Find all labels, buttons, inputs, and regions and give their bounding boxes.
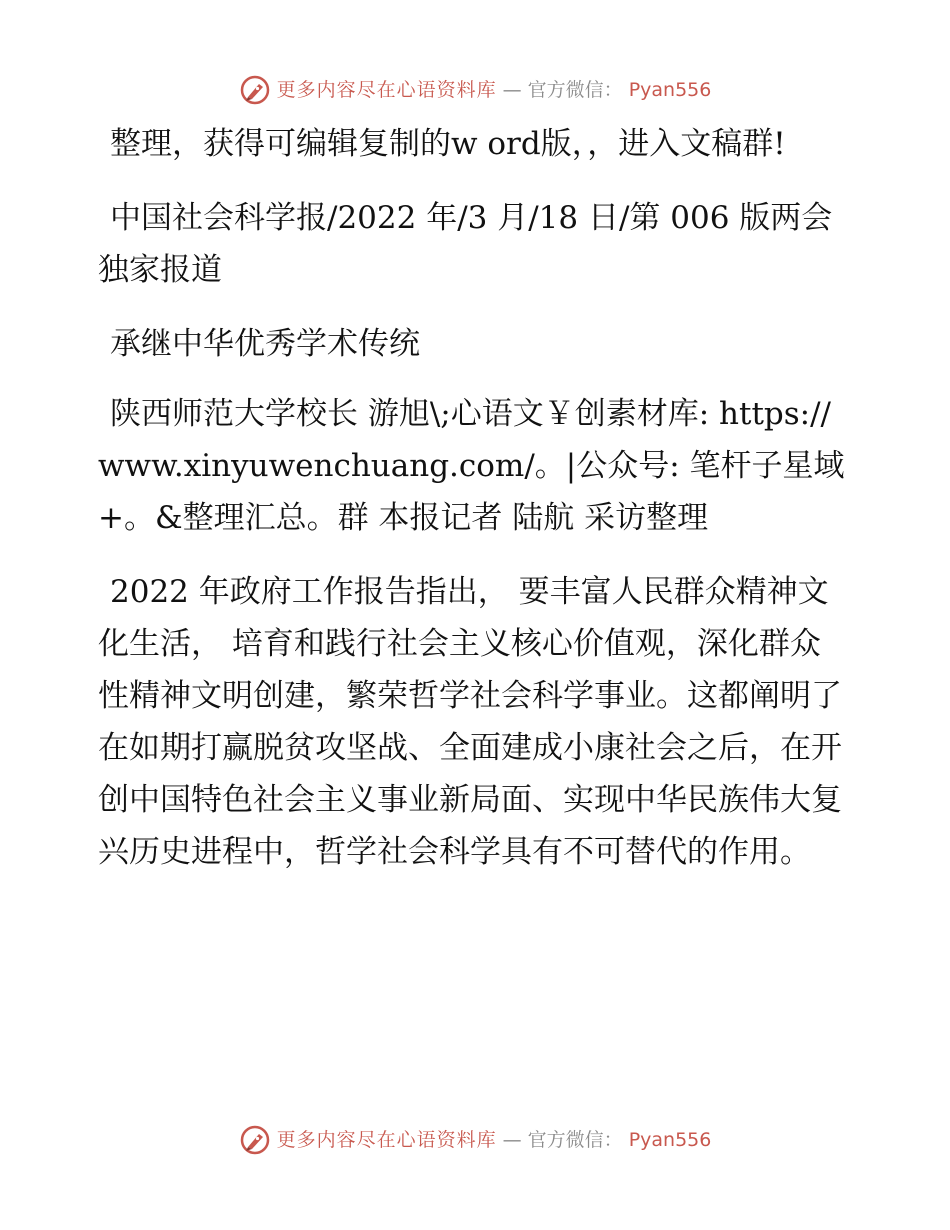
watermark-dash: — xyxy=(502,79,522,101)
watermark-wechat-label: 官方微信： xyxy=(527,79,623,101)
watermark-wechat-id: Pyan556 xyxy=(628,1129,712,1151)
pen-nib-logo-icon xyxy=(239,74,271,106)
header-watermark xyxy=(0,74,950,106)
article-title: 承继中华优秀学术传统 xyxy=(110,326,420,362)
footer-watermark xyxy=(0,1124,950,1156)
watermark-wechat-id: Pyan556 xyxy=(628,79,712,101)
paragraph-intro: 整理，获得可编辑复制的w ord版，，进入文稿群! xyxy=(110,126,786,162)
document-body xyxy=(98,118,848,900)
watermark-wechat-label: 官方微信： xyxy=(527,1129,623,1151)
watermark-main-text: 更多内容尽在心语资料库 xyxy=(276,79,497,101)
paragraph-author: 陕西师范大学校长 游旭\;心语文￥创素材库: https://www.xinyuwenchuang.com/。|公众号: 笔杆子星域+。&整理汇总。群 本报记者 陆航 采访整理 xyxy=(98,396,845,536)
watermark-dash: — xyxy=(502,1129,522,1151)
pen-nib-logo-icon xyxy=(239,1124,271,1156)
paragraph-body: 2022 年政府工作报告指出， 要丰富人民群众精神文化生活， 培育和践行社会主义核心价值观，深化群众性精神文明创建，繁荣哲学社会科学事业。这都阐明了在如期打赢脱贫攻坚战、全面建成小康社会之后，在开创中国特色社会主义事业新局面、实现中华民族伟大复兴历史进程中，哲学社会科学具有不可替代的作用。 xyxy=(98,574,842,870)
watermark-main-text: 更多内容尽在心语资料库 xyxy=(276,1129,497,1151)
paragraph-source: 中国社会科学报/2022 年/3 月/18 日/第 006 版两会独家报道 xyxy=(98,200,833,288)
